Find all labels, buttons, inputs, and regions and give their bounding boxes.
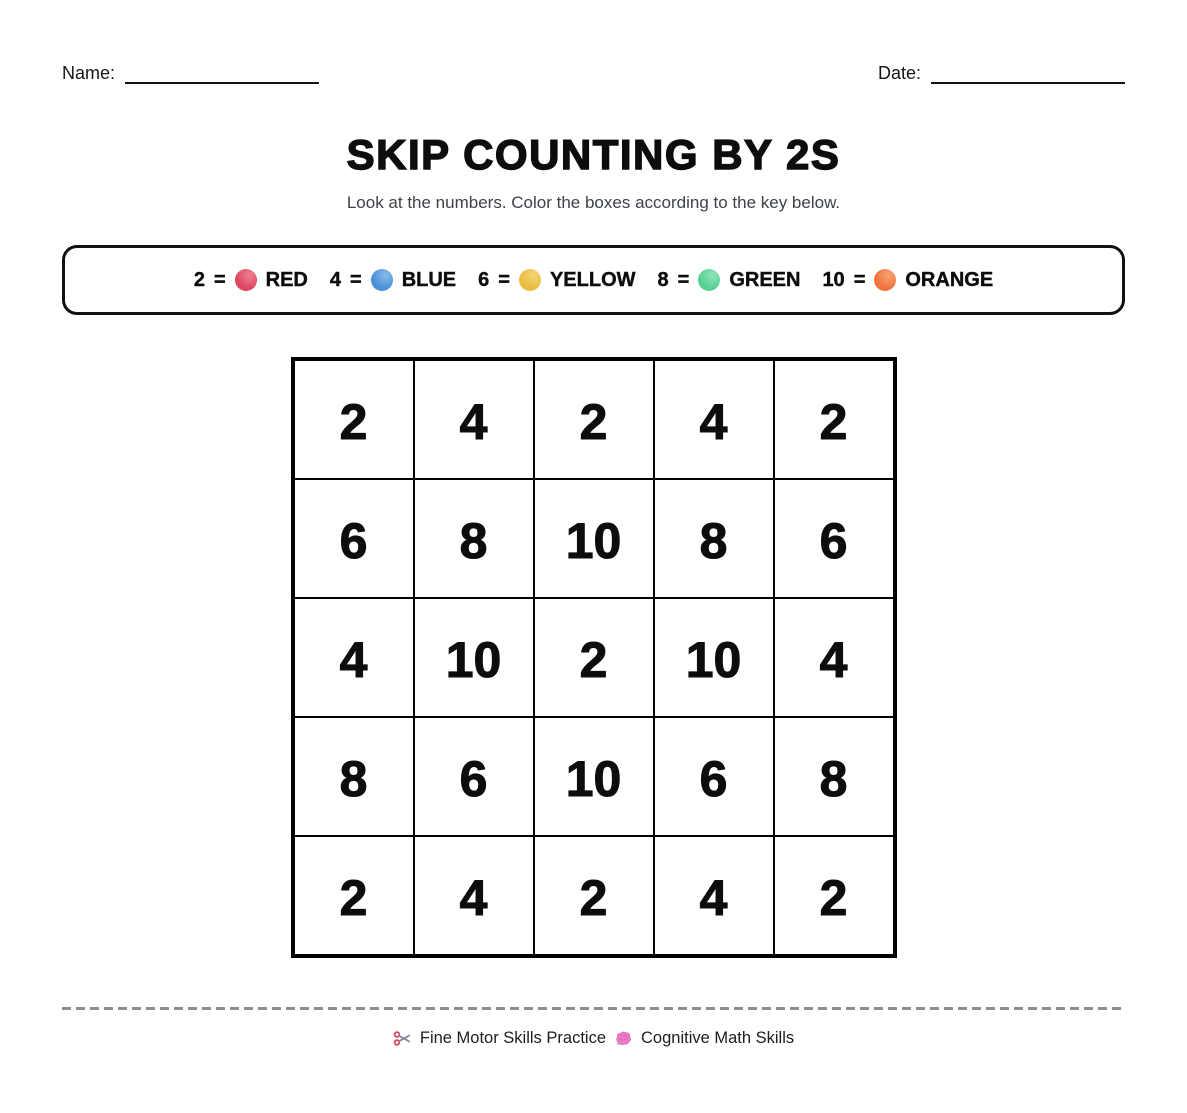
key-color-name: GREEN bbox=[729, 268, 801, 291]
grid-cell: 2 bbox=[294, 360, 414, 479]
grid-cell: 4 bbox=[414, 360, 534, 479]
number-grid bbox=[291, 357, 897, 958]
color-key bbox=[62, 245, 1125, 315]
worksheet-title: SKIP COUNTING BY 2S bbox=[346, 131, 841, 178]
name-label: Name: bbox=[62, 63, 116, 83]
color-key-item bbox=[658, 269, 801, 292]
grid-cell: 2 bbox=[294, 836, 414, 955]
color-key-item bbox=[478, 269, 635, 292]
equals-sign: = bbox=[853, 268, 866, 291]
grid-cell: 4 bbox=[774, 598, 894, 717]
footer bbox=[62, 1029, 1125, 1048]
key-number: 10 bbox=[822, 268, 845, 291]
date-label: Date: bbox=[877, 63, 921, 83]
grid-cell: 8 bbox=[654, 479, 774, 598]
equals-sign: = bbox=[498, 268, 510, 291]
key-number: 8 bbox=[657, 268, 669, 291]
grid-container bbox=[62, 357, 1125, 958]
grid-cell: 8 bbox=[414, 479, 534, 598]
red-circle-icon bbox=[235, 269, 257, 291]
scissors-icon bbox=[393, 1029, 412, 1048]
date-fill-line bbox=[931, 66, 1125, 84]
brain-icon bbox=[614, 1030, 633, 1047]
grid-cell: 10 bbox=[534, 717, 654, 836]
grid-cell: 4 bbox=[654, 836, 774, 955]
grid-cell: 6 bbox=[654, 717, 774, 836]
grid-cell: 4 bbox=[414, 836, 534, 955]
grid-cell: 4 bbox=[294, 598, 414, 717]
grid-cell: 8 bbox=[294, 717, 414, 836]
grid-cell: 2 bbox=[534, 598, 654, 717]
dashed-divider bbox=[62, 1007, 1125, 1010]
name-field bbox=[62, 62, 319, 84]
key-color-name: BLUE bbox=[401, 268, 457, 291]
grid-cell: 6 bbox=[294, 479, 414, 598]
grid-cell: 10 bbox=[414, 598, 534, 717]
color-key-item bbox=[194, 269, 308, 292]
grid-cell: 2 bbox=[534, 836, 654, 955]
equals-sign: = bbox=[350, 268, 362, 291]
footer-text-1: Fine Motor Skills Practice bbox=[419, 1029, 606, 1047]
grid-cell: 10 bbox=[534, 479, 654, 598]
equals-sign: = bbox=[213, 268, 226, 291]
key-color-name: ORANGE bbox=[905, 268, 994, 291]
blue-circle-icon bbox=[371, 269, 393, 291]
grid-cell: 2 bbox=[774, 360, 894, 479]
grid-cell: 6 bbox=[414, 717, 534, 836]
header-row bbox=[62, 0, 1125, 84]
name-fill-line bbox=[125, 66, 319, 84]
yellow-circle-icon bbox=[519, 269, 541, 291]
equals-sign: = bbox=[677, 268, 690, 291]
footer-text-2: Cognitive Math Skills bbox=[641, 1029, 795, 1047]
key-color-name: YELLOW bbox=[549, 268, 636, 291]
color-key-item bbox=[330, 269, 456, 292]
date-field bbox=[878, 62, 1125, 84]
key-number: 4 bbox=[329, 268, 341, 291]
grid-cell: 4 bbox=[654, 360, 774, 479]
worksheet-instructions: Look at the numbers. Color the boxes according to the key below. bbox=[346, 193, 841, 212]
grid-cell: 2 bbox=[534, 360, 654, 479]
key-number: 6 bbox=[478, 268, 490, 291]
grid-cell: 2 bbox=[774, 836, 894, 955]
key-color-name: RED bbox=[265, 268, 308, 291]
grid-cell: 6 bbox=[774, 479, 894, 598]
key-number: 2 bbox=[193, 268, 205, 291]
color-key-item bbox=[822, 269, 993, 292]
green-circle-icon bbox=[698, 269, 720, 291]
grid-cell: 8 bbox=[774, 717, 894, 836]
grid-cell: 10 bbox=[654, 598, 774, 717]
orange-circle-icon bbox=[874, 269, 896, 291]
